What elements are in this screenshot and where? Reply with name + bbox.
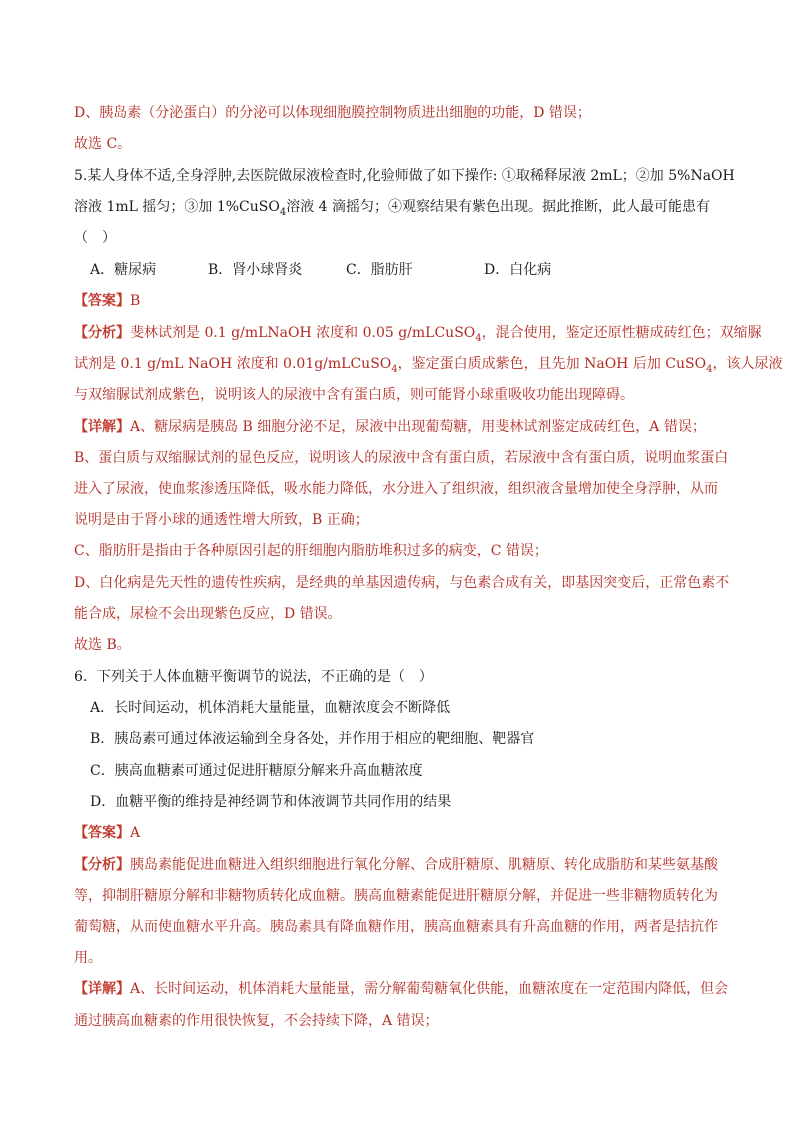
- q6-analysis-line3: 葡萄糖，从而使血糖水平升高。胰岛素具有降血糖作用，胰高血糖素具有升高血糖的作用，两者是拮抗作: [74, 919, 718, 935]
- q6-detail-a1-text: A、长时间运动，机体消耗大量能量，需分解葡萄糖氧化供能，血糖浓度在一定范围内降低，但会: [130, 981, 729, 997]
- q5-sub-4: 4: [279, 206, 287, 218]
- q6-answer-value: A: [130, 825, 141, 841]
- q6-answer-tag: 【答案】: [74, 825, 130, 841]
- q5-detail-d-line1: D、白化病是先天性的遗传性疾病，是经典的单基因遗传病，与色素合成有关，即基因突变后，正常色素不: [74, 575, 730, 591]
- q5-detail-a: [74, 418, 734, 436]
- q5-analysis-tag: 【分析】: [74, 325, 130, 341]
- q6-option-b: B．胰岛素可通过体液运输到全身各处，并作用于相应的靶细胞、靶器官: [90, 731, 535, 747]
- prev-choose-line: 故选 C。: [74, 136, 132, 152]
- q5-analysis-line2-part1: 试剂是 0.1 g/mL NaOH 浓度和 0.01g/mLCuSO: [74, 356, 392, 372]
- q5-stem-line3: （ ）: [74, 230, 116, 246]
- q5-analysis-line1-part2: ，混合使用，鉴定还原性糖成砖红色；双缩脲: [481, 325, 762, 341]
- q6-analysis-line1: [74, 856, 734, 874]
- q5-option-b: B．肾小球肾炎: [208, 262, 303, 278]
- q5-answer-value: B: [130, 293, 141, 309]
- q5-stem-line2-part2: 溶液 4 滴摇匀；④观察结果有紫色出现。据此推断，此人最可能患有: [286, 199, 711, 215]
- q6-answer: [74, 824, 734, 842]
- q5-answer: [74, 292, 734, 310]
- q5-analysis-line2-part3: ，该人尿液: [712, 356, 783, 372]
- q5-option-a: A．糖尿病: [90, 262, 157, 278]
- q6-analysis-tag: 【分析】: [74, 857, 130, 873]
- q6-stem: 6．下列关于人体血糖平衡调节的说法，不正确的是（ ）: [74, 669, 433, 685]
- q6-analysis-line2: 等，抑制肝糖原分解和非糖物质转化成血糖。胰高血糖素能促进肝糖原分解，并促进一些非糖物质转化为: [74, 888, 718, 904]
- q5-analysis-line1-part1: 斐林试剂是 0.1 g/mLNaOH 浓度和 0.05 g/mLCuSO: [130, 325, 476, 341]
- q6-detail-a-line1: [74, 980, 734, 998]
- q5-analysis-sub-4c: 4: [706, 363, 713, 375]
- q6-detail-tag: 【详解】: [74, 981, 130, 997]
- q5-analysis-line2: [74, 355, 783, 375]
- q5-choose-line: 故选 B。: [74, 637, 131, 653]
- q5-detail-c: C、脂肪肝是指由于各种原因引起的肝细胞内脂肪堆积过多的病变，C 错误；: [74, 543, 548, 559]
- q5-detail-b-line3: 说明是由于肾小球的通透性增大所致，B 正确；: [74, 512, 369, 528]
- q6-analysis-line1-text: 胰岛素能促进血糖进入组织细胞进行氧化分解、合成肝糖原、肌糖原、转化成脂肪和某些氨基酸: [130, 857, 718, 873]
- q5-detail-b-line1: B、蛋白质与双缩脲试剂的显色反应，说明该人的尿液中含有蛋白质，若尿液中含有蛋白质，说明血浆蛋白: [74, 450, 729, 466]
- prev-option-d-explanation: D、胰岛素（分泌蛋白）的分泌可以体现细胞膜控制物质进出细胞的功能，D 错误；: [74, 105, 591, 121]
- q6-option-a: A．长时间运动，机体消耗大量能量，血糖浓度会不断降低: [90, 700, 451, 716]
- q5-option-c: C．脂肪肝: [346, 262, 413, 278]
- q5-detail-tag: 【详解】: [74, 419, 130, 435]
- q6-option-d: D．血糖平衡的维持是神经调节和体液调节共同作用的结果: [90, 794, 452, 810]
- q6-detail-a-line2: 通过胰高血糖素的作用很快恢复，不会持续下降，A 错误；: [74, 1013, 439, 1029]
- q5-analysis-sub-4b: 4: [391, 363, 398, 375]
- q5-detail-a-text: A、糖尿病是胰岛 B 细胞分泌不足，尿液中出现葡萄糖，用斐林试剂鉴定成砖红色，A 错误；: [130, 419, 706, 435]
- q6-analysis-line4: 用。: [74, 950, 102, 966]
- q5-stem-line2: [74, 198, 734, 216]
- q5-stem-line1: 5.某人身体不适,全身浮肿,去医院做尿液检查时,化验师做了如下操作: ①取稀释尿液 2mL；②加 5%NaOH: [74, 168, 735, 184]
- q5-stem-line2-part1: 溶液 1mL 摇匀；③加 1%CuSO: [74, 199, 280, 215]
- q5-detail-d-line2: 能合成，尿检不会出现紫色反应，D 错误。: [74, 606, 342, 622]
- q5-analysis-line3: 与双缩脲试剂成紫色，说明该人的尿液中含有蛋白质，则可能肾小球重吸收功能出现障碍。: [74, 387, 634, 403]
- q5-analysis-line1: [74, 324, 762, 344]
- q5-answer-tag: 【答案】: [74, 293, 130, 309]
- q5-analysis-line2-part2: ，鉴定蛋白质成紫色，且先加 NaOH 后加 CuSO: [397, 356, 707, 372]
- q5-options: [90, 261, 750, 279]
- q5-detail-b-line2: 进入了尿液，使血浆渗透压降低，吸水能力降低，水分进入了组织液，组织液含量增加使全身浮肿，从而: [74, 481, 718, 497]
- q5-option-d: D．白化病: [484, 262, 552, 278]
- q5-analysis-sub-4: 4: [475, 332, 482, 344]
- q6-option-c: C．胰高血糖素可通过促进肝糖原分解来升高血糖浓度: [90, 763, 423, 779]
